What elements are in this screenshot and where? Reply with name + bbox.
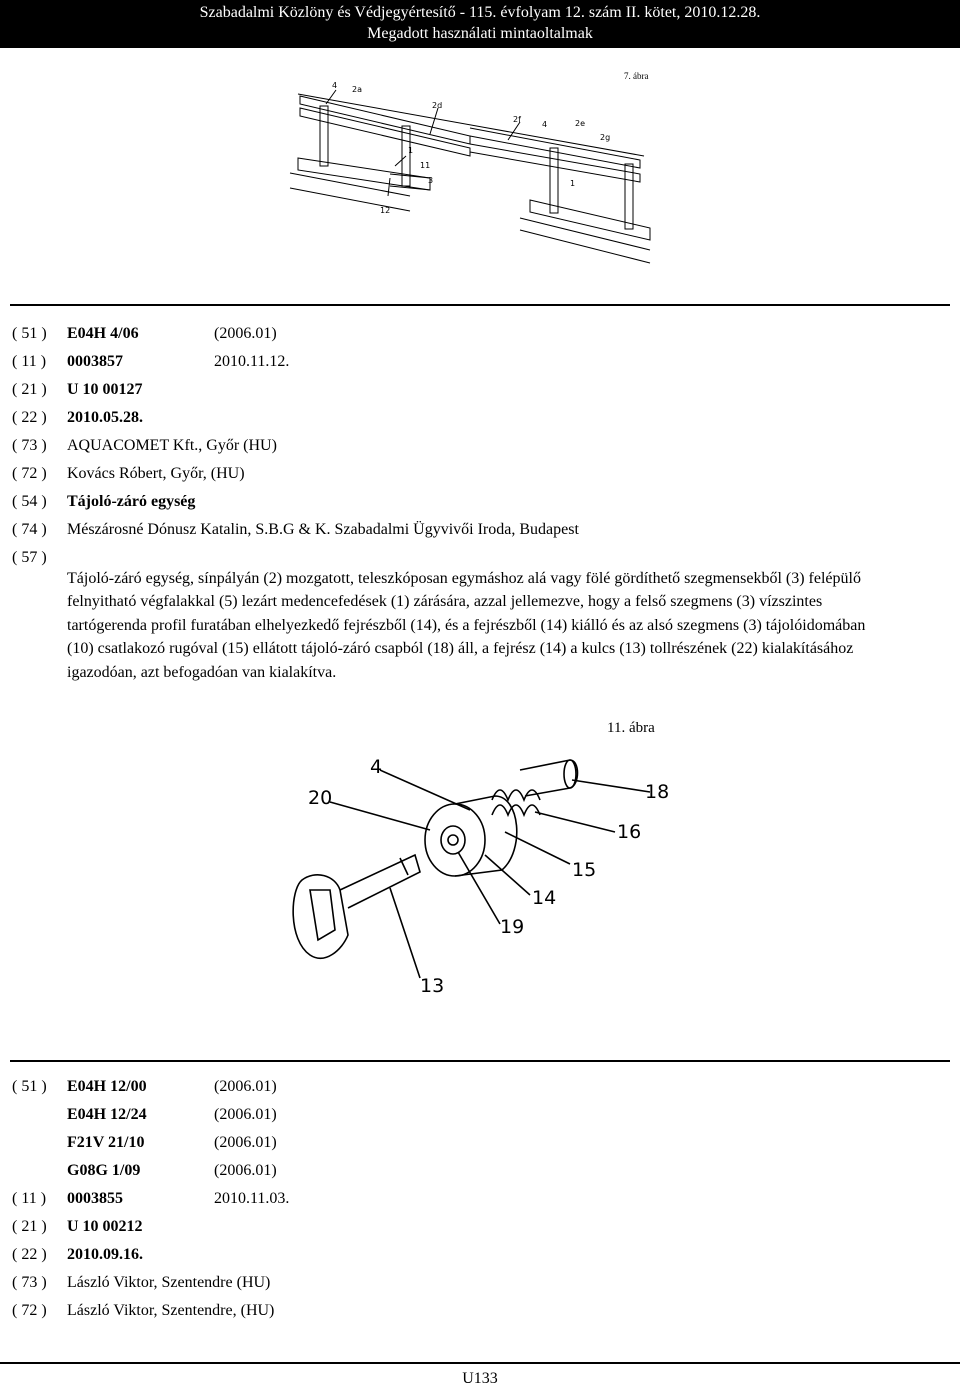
figure-11-caption: 11. ábra	[607, 720, 655, 736]
ipc-date-3: (2006.01)	[214, 1134, 277, 1151]
fig7-label-2f: 2f	[513, 115, 521, 124]
figure-11-drawing	[280, 740, 700, 1010]
ipc-date-2: (2006.01)	[214, 1106, 277, 1123]
fig7-label-1: 1	[408, 146, 414, 155]
inid-72: ( 72 )	[12, 465, 47, 482]
inid-51: ( 51 )	[12, 1078, 47, 1095]
fig11-label-16: 16	[617, 821, 642, 843]
filing-date: 2010.05.28.	[67, 409, 143, 426]
journal-title: Szabadalmi Közlöny és Védjegyértesítő - 115. évfolyam 12. szám II. kötet, 2010.12.28.	[199, 4, 761, 21]
inid-22: ( 22 )	[12, 1246, 47, 1263]
fig7-label-2g: 2g	[600, 133, 611, 142]
representative: Mészárosné Dónusz Katalin, S.B.G & K. Szabadalmi Ügyvivői Iroda, Budapest	[67, 521, 579, 538]
inventor: Kovács Róbert, Győr, (HU)	[67, 465, 245, 482]
fig7-label-4: 4	[332, 81, 338, 90]
inid-57: ( 57 )	[12, 549, 47, 566]
ipc-date-1: (2006.01)	[214, 1078, 277, 1095]
inid-73: ( 73 )	[12, 1274, 47, 1291]
inid-54: ( 54 )	[12, 493, 47, 510]
ipc-class-1: E04H 12/00	[67, 1078, 147, 1095]
application-number: U 10 00212	[67, 1218, 143, 1235]
fig11-label-14: 14	[532, 887, 557, 909]
fig11-label-20: 20	[308, 787, 333, 809]
inid-74: ( 74 )	[12, 521, 47, 538]
separator-rule-2	[10, 1060, 950, 1062]
ipc-class-2: E04H 12/24	[67, 1106, 147, 1123]
fig11-label-4: 4	[370, 756, 383, 778]
inid-21: ( 21 )	[12, 381, 47, 398]
fig11-label-13: 13	[420, 975, 445, 997]
fig7-label-12: 12	[380, 206, 391, 215]
filing-date: 2010.09.16.	[67, 1246, 143, 1263]
fig7-label-4b: 4	[542, 120, 548, 129]
page-header	[0, 0, 960, 48]
fig11-label-19: 19	[500, 916, 525, 938]
application-number: U 10 00127	[67, 381, 143, 398]
grant-date: 2010.11.03.	[214, 1190, 290, 1207]
fig7-label-1b: 1	[570, 179, 576, 188]
inid-21: ( 21 )	[12, 1218, 47, 1235]
section-title: Megadott használati mintaoltalmak	[367, 25, 593, 42]
owner: AQUACOMET Kft., Győr (HU)	[67, 437, 277, 454]
page-footer	[0, 1362, 960, 1391]
inid-51: ( 51 )	[12, 325, 47, 342]
separator-rule	[10, 304, 950, 306]
publication-number: 0003855	[67, 1190, 123, 1207]
fig7-label-2d: 2d	[432, 101, 443, 110]
inid-73: ( 73 )	[12, 437, 47, 454]
fig11-label-18: 18	[645, 781, 670, 803]
inid-11: ( 11 )	[12, 353, 47, 370]
grant-date: 2010.11.12.	[214, 353, 290, 370]
ipc-date-4: (2006.01)	[214, 1162, 277, 1179]
publication-number: 0003857	[67, 353, 123, 370]
title: Tájoló-záró egység	[67, 493, 196, 510]
figure-7-caption: 7. ábra	[624, 71, 649, 81]
fig7-label-11: 11	[420, 161, 431, 170]
ipc-class: E04H 4/06	[67, 325, 139, 342]
fig7-label-2a: 2a	[352, 85, 362, 94]
inid-11: ( 11 )	[12, 1190, 47, 1207]
fig7-label-2e: 2e	[575, 119, 586, 128]
inid-72: ( 72 )	[12, 1302, 47, 1319]
fig7-label-3: 3	[428, 176, 434, 185]
owner: László Viktor, Szentendre (HU)	[67, 1274, 271, 1291]
inventor: László Viktor, Szentendre, (HU)	[67, 1302, 275, 1319]
abstract-text: Tájoló-záró egység, sínpályán (2) mozgatott, teleszkóposan egymáshoz alá vagy fölé gördíthető szegmensekből (3) felépülő felnyitható végfalakkal (5) lezárt medencefedések (1) zárására, azzal jellemezve, hogy a felső szegmens (3) vízszintes tartógerenda profil furatában elhelyezkedő fejrészből (14), és a fejrészből (14) kiálló és az alsó szegmens (3) tájolóidomában (10) csatlakozó rugóval (15) ellátott tájoló-záró csapból (18) áll, a fejrész (14) a kulcs (13) tollrészének (22) kialakításához igazodóan, azt befogadóan van kialakítva.	[67, 570, 866, 681]
page-number: U133	[462, 1370, 498, 1387]
ipc-date: (2006.01)	[214, 325, 277, 342]
figure-7-drawing	[280, 78, 660, 303]
fig11-label-15: 15	[572, 859, 597, 881]
inid-22: ( 22 )	[12, 409, 47, 426]
ipc-class-3: F21V 21/10	[67, 1134, 145, 1151]
ipc-class-4: G08G 1/09	[67, 1162, 141, 1179]
